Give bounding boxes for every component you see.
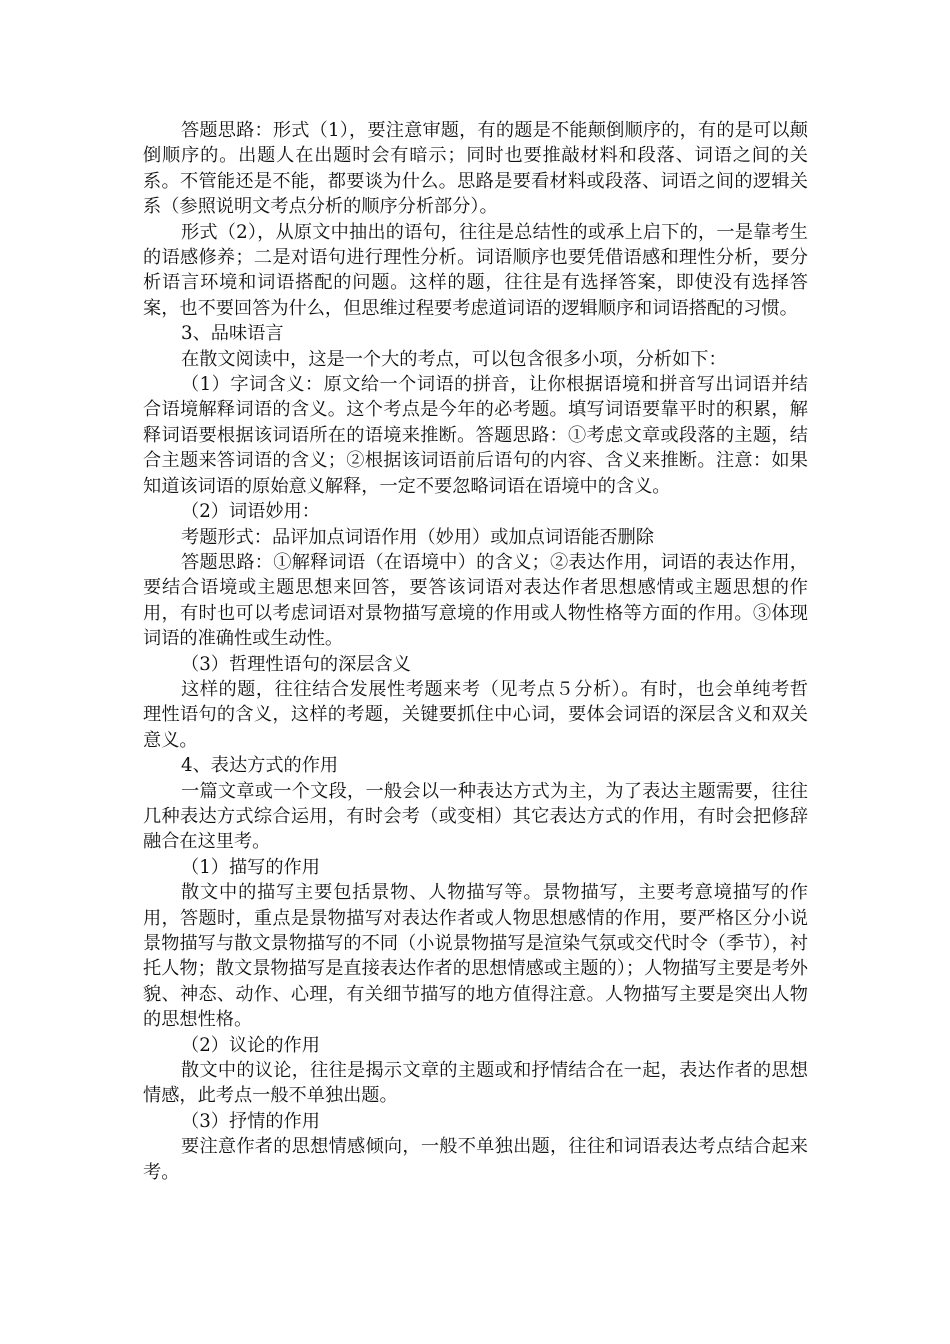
subheading-lyric-function: （3）抒情的作用 bbox=[181, 1110, 320, 1132]
paragraph-answer-approach-words: 答题思路：①解释词语（在语境中）的含义；②表达作用，词语的表达作用，要结合语境或主题思想来回答，要答该词语对表达作者思想感情或主题思想的作用，有时也可以考虑词语对景物描写意境的作用或人物性格等方面的作用。③体现词语的准确性或生动性。 bbox=[143, 551, 808, 650]
paragraph-argument-function: 散文中的议论，往往是揭示文章的主题或和抒情结合在一起，表达作者的思想情感，此考点一般不单独出题。 bbox=[143, 1060, 808, 1107]
subheading-description-function: （1）描写的作用 bbox=[181, 856, 320, 878]
subheading-philosophical-sentences: （3）哲理性语句的深层含义 bbox=[181, 653, 411, 675]
paragraph-philosophical-sentences: 这样的题，往往结合发展性考题来考（见考点５分析）。有时，也会单纯考哲理性语句的含义，这样的考题，关键要抓住中心词，要体会词语的深层含义和双关意义。 bbox=[143, 678, 808, 751]
paragraph-answer-approach-form-1: 答题思路：形式（1），要注意审题，有的题是不能颠倒顺序的，有的是可以颠倒顺序的。出题人在出题时会有暗示；同时也要推敲材料和段落、词语之间的关系。不管能还是不能，都要谈为什么。思路是要看材料或段落、词语之间的逻辑关系（参照说明文考点分析的顺序分析部分）。 bbox=[143, 120, 808, 218]
paragraph-question-form: 考题形式：品评加点词语作用（妙用）或加点词语能否删除 bbox=[181, 526, 654, 548]
paragraph-form-2: 形式（2），从原文中抽出的语句，往往是总结性的或承上启下的，一是靠考生的语感修养；二是对语句进行理性分析。词语顺序也要凭借语感和理性分析，要分析语言环境和词语搭配的问题。这样的题，往往是有选择答案，即使没有选择答案，也不要回答为什么，但思维过程要考虑道词语的逻辑顺序和词语搭配的习惯。 bbox=[143, 221, 808, 319]
paragraph-expression-modes: 一篇文章或一个文段，一般会以一种表达方式为主，为了表达主题需要，往往几种表达方式综合运用，有时会考（或变相）其它表达方式的作用，有时会把修辞融合在这里考。 bbox=[143, 780, 808, 853]
subheading-word-usage: （2）词语妙用： bbox=[181, 501, 320, 523]
document-body bbox=[143, 118, 808, 1185]
paragraph-description-function: 散文中的描写主要包括景物、人物描写等。景物描写，主要考意境描写的作用，答题时，重点是景物描写对表达作者或人物思想感情的作用，要严格区分小说景物描写与散文景物描写的不同（小说景物描写是渲染气氛或交代时令（季节），衬托人物；散文景物描写是直接表达作者的思想情感或主题的）；人物描写主要是考外貌、神态、动作、心理，有关细节描写的地方值得注意。人物描写主要是突出人物的思想性格。 bbox=[143, 882, 808, 1031]
paragraph-prose-reading-intro: 在散文阅读中，这是一个大的考点，可以包含很多小项，分析如下： bbox=[181, 348, 727, 370]
paragraph-word-meaning: （1）字词含义：原文给一个词语的拼音，让你根据语境和拼音写出词语并结合语境解释词语的含义。这个考点是今年的必考题。填写词语要靠平时的积累，解释词语要根据该词语所在的语境来推断。答题思路：①考虑文章或段落的主题，结合主题来答词语的含义；②根据该词语前后语句的内容、含义来推断。注意：如果知道该词语的原始意义解释，一定不要忽略词语在语境中的含义。 bbox=[143, 374, 808, 497]
heading-expression-modes: 4、表达方式的作用 bbox=[181, 755, 339, 777]
paragraph-lyric-function: 要注意作者的思想情感倾向，一般不单独出题，往往和词语表达考点结合起来考。 bbox=[143, 1136, 808, 1183]
subheading-argument-function: （2）议论的作用 bbox=[181, 1034, 320, 1056]
heading-taste-language: 3、品味语言 bbox=[181, 323, 284, 345]
